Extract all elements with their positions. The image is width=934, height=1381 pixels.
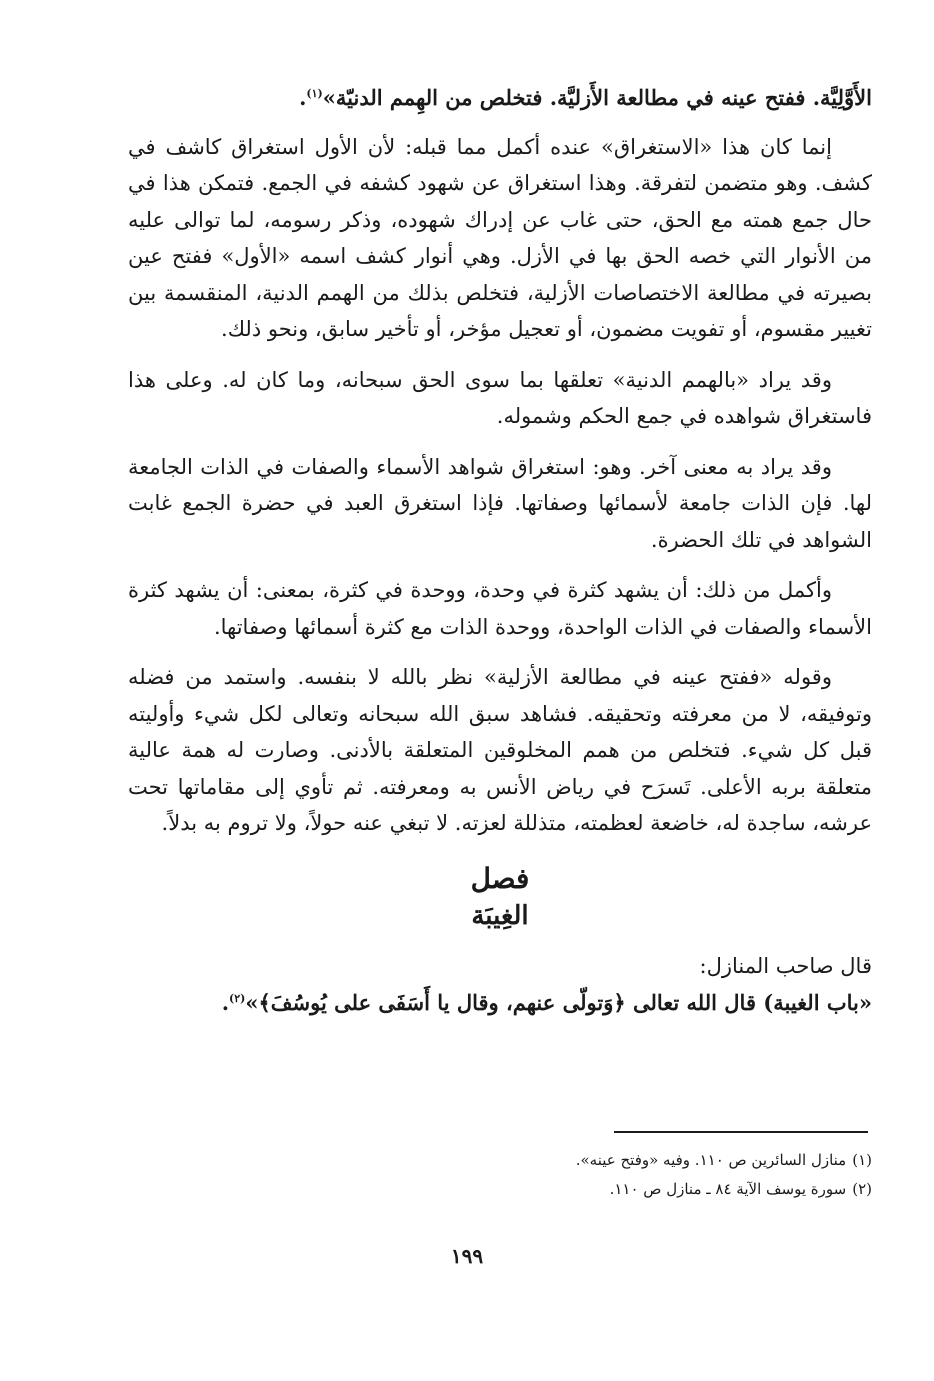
footnote-2-number: (٢) <box>852 1180 872 1198</box>
paragraph-2: إنما كان هذا «الاستغراق» عنده أكمل مما قبله: لأن الأول استغراق كاشف في كشف. وهو متضمن لتفرقة. وهذا استغراق عن شهود كشفه في الجمع. فتمكن هذا في حال جمع همته مع الحق، حتى غاب عن إدراك شهوده، وذكر رسومه، لما توالى عليه من الأنوار التي خصه الحق بها في الأزل. وهي أنوار كشف اسمه «الأول» ففتح عين بصيرته في مطالعة الاختصاصات الأزلية، فتخلص بذلك من الهمم الدنية، المنقسمة بين تغيير مقسوم، أو تفويت مضمون، أو تعجيل مؤخر، أو تأخير سابق، ونحو ذلك. <box>128 134 872 341</box>
footnote-2-text: سورة يوسف الآية ٨٤ ـ منازل ص ١١٠. <box>609 1180 847 1198</box>
paragraph-1-text: الأَوَّلِيَّة. ففتح عينه في مطالعة الأَزليَّة. فتخلص من الهِمم الدنيّة» <box>322 85 872 110</box>
quote-body: «باب الغيبة) قال الله تعالى ﴿وَتولّى عنهم، وقال يا أَسَفَى على يُوسُفَ﴾» <box>245 989 872 1015</box>
footnote-ref-2: (٢) <box>229 991 246 1005</box>
section-subheading: الغِيبَة <box>471 900 529 931</box>
footnote-1 <box>128 1146 872 1175</box>
paragraph-6: وقوله «ففتح عينه في مطالعة الأزلية» نظر بالله لا بنفسه. واستمد من فضله وتوفيقه، لا من معرفته وتحقيقه. فشاهد سبق الله سبحانه وتعالى لكل شيء وأوليته قبل كل شيء. فتخلص من همم المخلوقين المتعلقة بالأدنى. وصارت له همة عالية متعلقة بربه الأعلى. تَسرَح في رياض الأنس به ومعرفته. ثم تأوي إلى مقاماتها تحت عرشه، ساجدة له، خاضعة لعظمته، متذللة لعزته. لا تبغي عنه حولاً، ولا تروم به بدلاً. <box>128 665 872 835</box>
paragraph-4: وقد يراد به معنى آخر. وهو: استغراق شواهد الأسماء والصفات في الذات الجامعة لها. فإن الذات جامعة لأسمائها وصفاتها. فإذا استغرق العبد في حضرة الجمع غابت الشواهد في تلك الحضرة. <box>128 454 872 552</box>
quote-text: «باب الغيبة) قال الله تعالى ﴿وَتولّى عنهم، وقال يا أَسَفَى على يُوسُفَ﴾»$^{(٢)}$. <box>221 989 872 1015</box>
quote-intro: قال صاحب المنازل: <box>699 953 872 978</box>
footnote-1-text: منازل السائرين ص ١١٠. وفيه «وفتح عينه». <box>575 1151 847 1169</box>
paragraph-3: وقد يراد «بالهمم الدنية» تعلقها بما سوى الحق سبحانه، وما كان له. وعلى هذا فاستغراق شواهده في جمع الحكم وشموله. <box>128 367 872 428</box>
footnote-divider <box>614 1131 868 1133</box>
footnote-2 <box>128 1175 872 1204</box>
section-heading: فصل <box>470 861 530 895</box>
footnote-ref-1: (١) <box>306 87 323 100</box>
page-number: ١٩٩ <box>450 1244 484 1268</box>
paragraph-1: الأَوَّلِيَّة. ففتح عينه في مطالعة الأَزليَّة. فتخلص من الهِمم الدنيّة»$^{(١)}$. <box>299 85 872 110</box>
paragraph-5: وأكمل من ذلك: أن يشهد كثرة في وحدة، ووحدة في كثرة، بمعنى: أن يشهد كثرة الأسماء والصفات في الذات الواحدة، ووحدة الذات مع كثرة أسمائها وصفاتها. <box>128 578 872 639</box>
footnotes <box>128 1146 872 1204</box>
page-body <box>128 80 872 1022</box>
footnote-1-number: (١) <box>852 1151 872 1169</box>
